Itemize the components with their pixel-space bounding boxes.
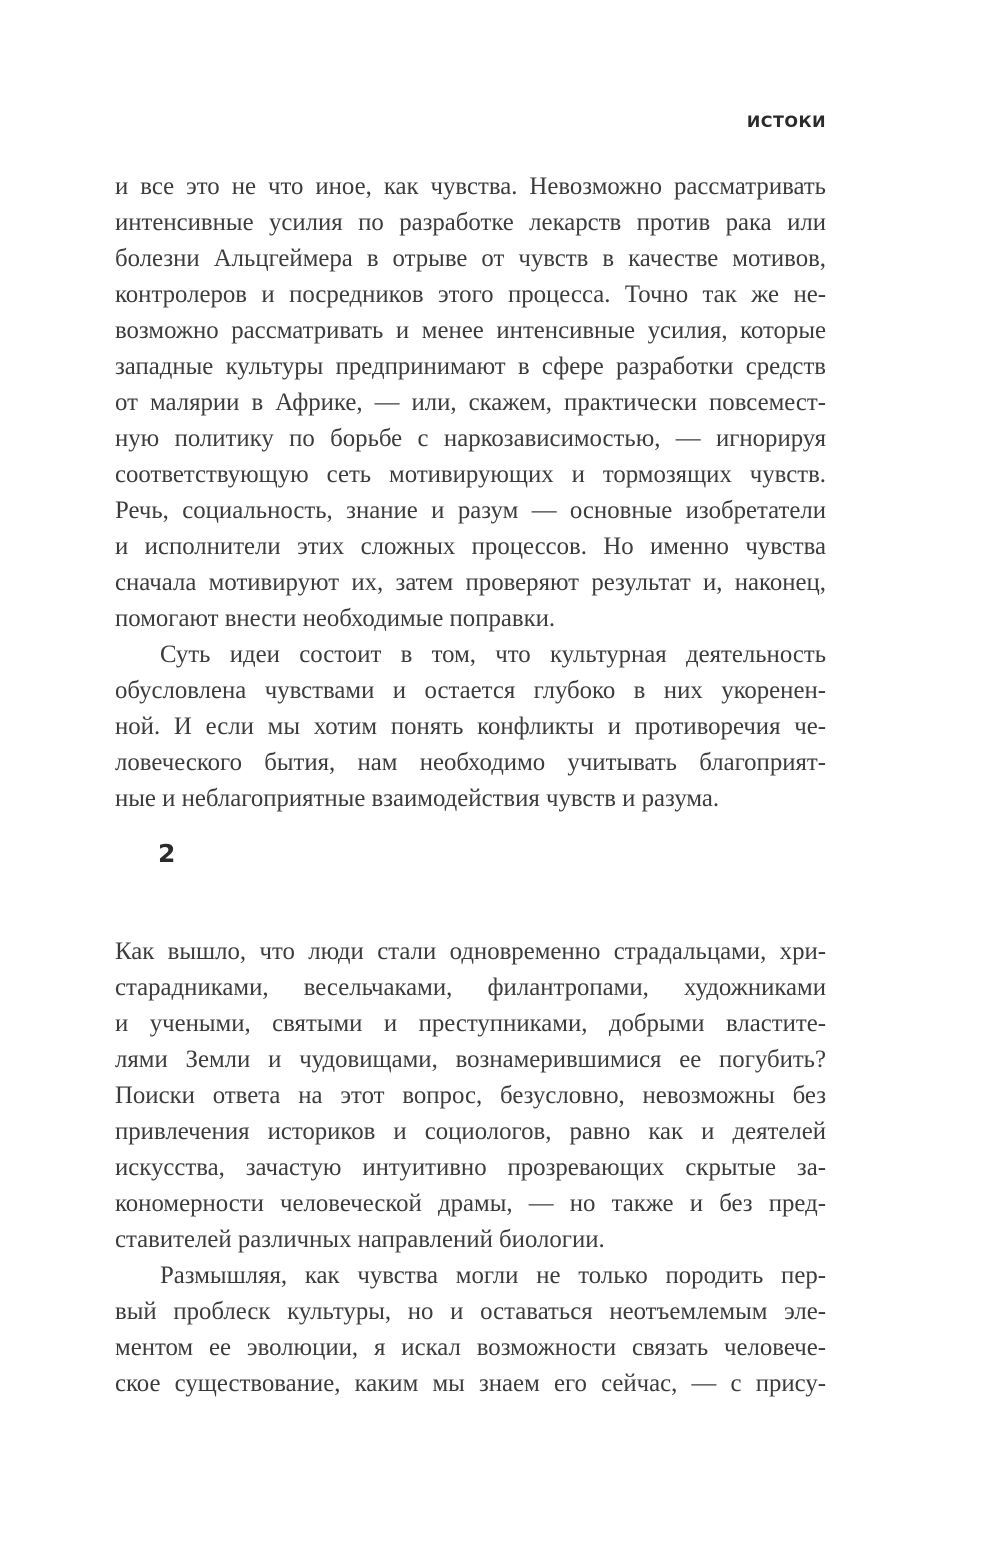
text-line: сначала мотивируют их, затем проверяют результат и, наконец,: [115, 569, 826, 596]
text-line: кономерности человеческой драмы, — но также и без пред-: [115, 1190, 826, 1217]
text-line: Размышляя, как чувства могли не только породить пер-: [160, 1262, 826, 1289]
text-line: западные культуры предпринимают в сфере разработки средств: [115, 353, 826, 380]
text-line: болезни Альцгеймера в отрыве от чувств в качестве мотивов,: [115, 245, 826, 272]
text-line: ставителей различных направлений биологии.: [115, 1226, 605, 1253]
text-line: контролеров и посредников этого процесса. Точно так же не-: [115, 281, 826, 308]
text-line: Поиски ответа на этот вопрос, безусловно, невозможны без: [115, 1082, 826, 1109]
text-line: возможно рассматривать и менее интенсивные усилия, которые: [115, 317, 826, 344]
text-line: ментом ее эволюции, я искал возможности связать человече-: [115, 1334, 826, 1361]
section-number: 2: [158, 839, 176, 868]
text-line: Как вышло, что люди стали одновременно страдальцами, хри-: [115, 938, 826, 965]
text-line: вый проблеск культуры, но и оставаться неотъемлемым эле-: [115, 1298, 826, 1325]
text-line: интенсивные усилия по разработке лекарств против рака или: [115, 209, 826, 236]
text-line: и исполнители этих сложных процессов. Но именно чувства: [115, 533, 826, 560]
text-line: ловеческого бытия, нам необходимо учитывать благоприят-: [115, 749, 826, 776]
running-head: ИСТОКИ: [746, 112, 826, 131]
text-line: помогают внести необходимые поправки.: [115, 605, 556, 632]
text-line: лями Земли и чудовищами, вознамерившимися ее погубить?: [115, 1046, 826, 1073]
text-line: привлечения историков и социологов, равно как и деятелей: [115, 1118, 826, 1145]
text-line: Речь, социальность, знание и разум — основные изобретатели: [115, 497, 826, 524]
text-line: и все это не что иное, как чувства. Невозможно рассматривать: [115, 173, 826, 200]
text-line: ское существование, каким мы знаем его сейчас, — с прису-: [115, 1370, 826, 1397]
text-line: обусловлена чувствами и остается глубоко в них укоренен-: [115, 677, 826, 704]
text-line: ные и неблагоприятные взаимодействия чувств и разума.: [115, 785, 720, 812]
text-line: старадниками, весельчаками, филантропами, художниками: [115, 974, 826, 1001]
text-line: и учеными, святыми и преступниками, добрыми властите-: [115, 1010, 826, 1037]
text-line: ную политику по борьбе с наркозависимостью, — игнорируя: [115, 425, 826, 452]
text-line: ной. И если мы хотим понять конфликты и противоречия че-: [115, 713, 826, 740]
text-line: Суть идеи состоит в том, что культурная деятельность: [160, 641, 826, 668]
text-line: соответствующую сеть мотивирующих и тормозящих чувств.: [115, 461, 826, 488]
text-line: искусства, зачастую интуитивно прозревающих скрытые за-: [115, 1154, 826, 1181]
text-line: от малярии в Африке, — или, скажем, практически повсемест-: [115, 389, 826, 416]
